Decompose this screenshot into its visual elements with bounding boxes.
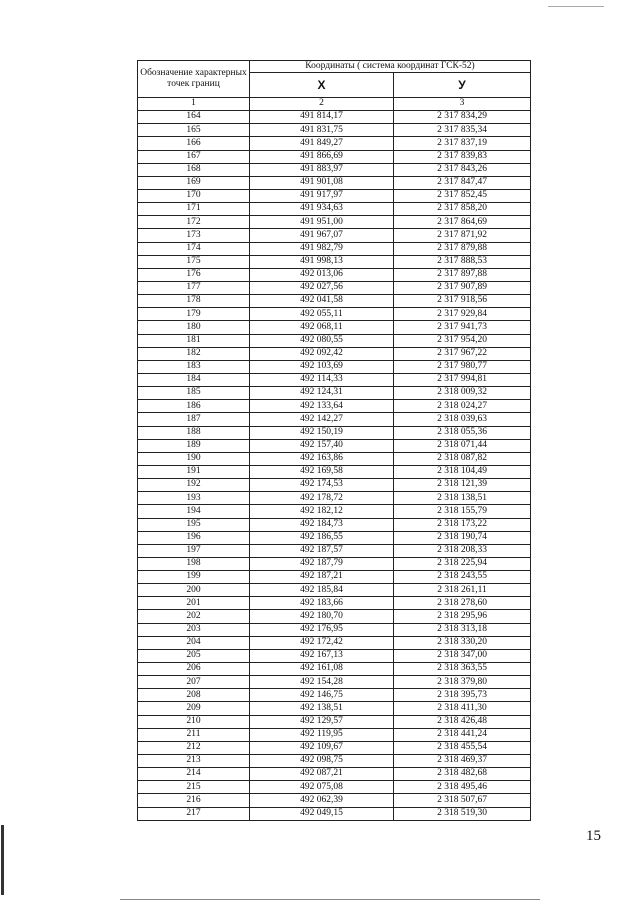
x-coordinate-cell: 492 041,58: [250, 295, 394, 308]
x-coordinate-cell: 492 138,51: [250, 702, 394, 715]
x-coordinate-cell: 492 080,55: [250, 334, 394, 347]
point-number-cell: 171: [138, 203, 250, 216]
y-coordinate-cell: 2 318 519,30: [394, 807, 531, 820]
x-coordinate-cell: 492 062,39: [250, 794, 394, 807]
x-coordinate-cell: 492 176,95: [250, 623, 394, 636]
x-coordinate-cell: 492 174,53: [250, 479, 394, 492]
x-coordinate-cell: 491 951,00: [250, 216, 394, 229]
y-coordinate-cell: 2 317 954,20: [394, 334, 531, 347]
x-coordinate-cell: 491 901,08: [250, 176, 394, 189]
table-row: [138, 189, 531, 202]
table-row: [138, 242, 531, 255]
y-coordinate-cell: 2 317 897,88: [394, 268, 531, 281]
x-coordinate-cell: 491 831,75: [250, 124, 394, 137]
table-row: [138, 715, 531, 728]
table-row: [138, 571, 531, 584]
x-coordinate-cell: 492 169,58: [250, 465, 394, 478]
x-coordinate-cell: 492 049,15: [250, 807, 394, 820]
table-row: [138, 531, 531, 544]
y-coordinate-cell: 2 317 864,69: [394, 216, 531, 229]
y-coordinate-cell: 2 317 871,92: [394, 229, 531, 242]
y-coordinate-cell: 2 318 278,60: [394, 597, 531, 610]
x-coordinate-cell: 492 186,55: [250, 531, 394, 544]
point-number-cell: 200: [138, 584, 250, 597]
y-axis-header: У: [394, 73, 531, 98]
table-row: [138, 373, 531, 386]
table-row: [138, 163, 531, 176]
point-number-cell: 209: [138, 702, 250, 715]
table-row: [138, 741, 531, 754]
y-coordinate-cell: 2 318 121,39: [394, 479, 531, 492]
table-row: [138, 649, 531, 662]
x-coordinate-cell: 492 068,11: [250, 321, 394, 334]
point-number-cell: 170: [138, 189, 250, 202]
point-number-cell: 173: [138, 229, 250, 242]
x-coordinate-cell: 492 103,69: [250, 360, 394, 373]
scan-top-mark: [548, 6, 604, 7]
table-row: [138, 663, 531, 676]
y-coordinate-cell: 2 318 395,73: [394, 689, 531, 702]
x-coordinate-cell: 492 129,57: [250, 715, 394, 728]
y-coordinate-cell: 2 318 295,96: [394, 610, 531, 623]
scan-edge-mark: [1, 825, 4, 895]
x-coordinate-cell: 491 967,07: [250, 229, 394, 242]
point-number-cell: 203: [138, 623, 250, 636]
table-row: [138, 268, 531, 281]
y-coordinate-cell: 2 318 055,36: [394, 426, 531, 439]
table-row: [138, 479, 531, 492]
point-number-cell: 212: [138, 741, 250, 754]
table-row: [138, 111, 531, 124]
y-coordinate-cell: 2 317 918,56: [394, 295, 531, 308]
y-coordinate-cell: 2 317 888,53: [394, 255, 531, 268]
x-coordinate-cell: 492 146,75: [250, 689, 394, 702]
table-row: [138, 137, 531, 150]
y-coordinate-cell: 2 318 024,27: [394, 400, 531, 413]
y-coordinate-cell: 2 318 071,44: [394, 439, 531, 452]
table-row: [138, 768, 531, 781]
y-coordinate-cell: 2 317 835,34: [394, 124, 531, 137]
point-number-cell: 178: [138, 295, 250, 308]
y-coordinate-cell: 2 318 208,33: [394, 544, 531, 557]
y-coordinate-cell: 2 318 243,55: [394, 571, 531, 584]
table-row: [138, 557, 531, 570]
point-number-cell: 177: [138, 281, 250, 294]
table-row: [138, 426, 531, 439]
y-coordinate-cell: 2 318 507,67: [394, 794, 531, 807]
x-coordinate-cell: 492 157,40: [250, 439, 394, 452]
y-coordinate-cell: 2 318 104,49: [394, 465, 531, 478]
y-coordinate-cell: 2 317 907,89: [394, 281, 531, 294]
table-row: [138, 807, 531, 820]
point-number-cell: 184: [138, 373, 250, 386]
table-row: [138, 597, 531, 610]
table-row: [138, 728, 531, 741]
table-row: [138, 216, 531, 229]
table-row: [138, 610, 531, 623]
y-coordinate-cell: 2 318 039,63: [394, 413, 531, 426]
point-number-cell: 166: [138, 137, 250, 150]
point-number-cell: 186: [138, 400, 250, 413]
table-row: [138, 255, 531, 268]
x-coordinate-cell: 491 982,79: [250, 242, 394, 255]
y-coordinate-cell: 2 318 495,46: [394, 781, 531, 794]
y-coordinate-cell: 2 317 967,22: [394, 347, 531, 360]
table-row: [138, 505, 531, 518]
x-coordinate-cell: 491 814,17: [250, 111, 394, 124]
point-number-cell: 208: [138, 689, 250, 702]
point-number-cell: 194: [138, 505, 250, 518]
point-number-cell: 210: [138, 715, 250, 728]
y-coordinate-cell: 2 318 261,11: [394, 584, 531, 597]
point-number-cell: 193: [138, 492, 250, 505]
table-row: [138, 334, 531, 347]
y-coordinate-cell: 2 318 138,51: [394, 492, 531, 505]
point-number-cell: 201: [138, 597, 250, 610]
x-coordinate-cell: 492 087,21: [250, 768, 394, 781]
table-row: [138, 347, 531, 360]
y-coordinate-cell: 2 317 994,81: [394, 373, 531, 386]
table-row: [138, 400, 531, 413]
table-row: [138, 321, 531, 334]
x-coordinate-cell: 491 934,63: [250, 203, 394, 216]
y-coordinate-cell: 2 318 225,94: [394, 557, 531, 570]
y-coordinate-cell: 2 318 411,30: [394, 702, 531, 715]
y-coordinate-cell: 2 318 426,48: [394, 715, 531, 728]
x-coordinate-cell: 492 055,11: [250, 308, 394, 321]
x-coordinate-cell: 492 124,31: [250, 387, 394, 400]
point-number-cell: 191: [138, 465, 250, 478]
point-designation-header: Обозначение характерных точек границ: [138, 61, 250, 98]
x-coordinate-cell: 492 150,19: [250, 426, 394, 439]
point-number-cell: 215: [138, 781, 250, 794]
x-coordinate-cell: 492 185,84: [250, 584, 394, 597]
x-coordinate-cell: 491 866,69: [250, 150, 394, 163]
y-coordinate-cell: 2 318 455,54: [394, 741, 531, 754]
y-coordinate-cell: 2 317 941,73: [394, 321, 531, 334]
table-row: [138, 636, 531, 649]
table-row: [138, 492, 531, 505]
x-coordinate-cell: 492 119,95: [250, 728, 394, 741]
table-row: [138, 308, 531, 321]
column-number-row: [138, 98, 531, 111]
y-coordinate-cell: 2 318 363,55: [394, 663, 531, 676]
point-number-cell: 179: [138, 308, 250, 321]
table-row: [138, 781, 531, 794]
point-number-cell: 206: [138, 663, 250, 676]
y-coordinate-cell: 2 317 929,84: [394, 308, 531, 321]
point-number-cell: 202: [138, 610, 250, 623]
point-number-cell: 174: [138, 242, 250, 255]
x-coordinate-cell: 492 187,79: [250, 557, 394, 570]
x-axis-header: X: [250, 73, 394, 98]
point-number-cell: 192: [138, 479, 250, 492]
table-row: [138, 623, 531, 636]
point-number-cell: 180: [138, 321, 250, 334]
table-row: [138, 689, 531, 702]
table-row: [138, 413, 531, 426]
table-row: [138, 452, 531, 465]
x-coordinate-cell: 492 161,08: [250, 663, 394, 676]
table-row: [138, 124, 531, 137]
y-coordinate-cell: 2 317 839,83: [394, 150, 531, 163]
x-coordinate-cell: 492 013,06: [250, 268, 394, 281]
x-coordinate-cell: 492 142,27: [250, 413, 394, 426]
x-coordinate-cell: 491 883,97: [250, 163, 394, 176]
table-row: [138, 281, 531, 294]
column-number-2: 2: [250, 98, 394, 111]
y-coordinate-cell: 2 318 482,68: [394, 768, 531, 781]
point-number-cell: 199: [138, 571, 250, 584]
y-coordinate-cell: 2 318 347,00: [394, 649, 531, 662]
y-coordinate-cell: 2 317 843,26: [394, 163, 531, 176]
point-number-cell: 205: [138, 649, 250, 662]
point-number-cell: 168: [138, 163, 250, 176]
table-row: [138, 755, 531, 768]
point-number-cell: 216: [138, 794, 250, 807]
table-row: [138, 676, 531, 689]
y-coordinate-cell: 2 317 837,19: [394, 137, 531, 150]
point-number-cell: 211: [138, 728, 250, 741]
x-coordinate-cell: 492 154,28: [250, 676, 394, 689]
table-row: [138, 465, 531, 478]
x-coordinate-cell: 492 027,56: [250, 281, 394, 294]
x-coordinate-cell: 492 178,72: [250, 492, 394, 505]
table-row: [138, 702, 531, 715]
point-number-cell: 214: [138, 768, 250, 781]
table-row: [138, 176, 531, 189]
x-coordinate-cell: 491 917,97: [250, 189, 394, 202]
point-number-cell: 172: [138, 216, 250, 229]
table-row: [138, 150, 531, 163]
point-number-cell: 167: [138, 150, 250, 163]
point-number-cell: 198: [138, 557, 250, 570]
point-number-cell: 164: [138, 111, 250, 124]
y-coordinate-cell: 2 318 155,79: [394, 505, 531, 518]
x-coordinate-cell: 491 849,27: [250, 137, 394, 150]
point-number-cell: 169: [138, 176, 250, 189]
header-row-top: [138, 61, 531, 73]
x-coordinate-cell: 492 184,73: [250, 518, 394, 531]
table-row: [138, 387, 531, 400]
x-coordinate-cell: 492 092,42: [250, 347, 394, 360]
x-coordinate-cell: 492 109,67: [250, 741, 394, 754]
table-row: [138, 360, 531, 373]
table-row: [138, 794, 531, 807]
x-coordinate-cell: 492 167,13: [250, 649, 394, 662]
point-number-cell: 182: [138, 347, 250, 360]
scan-bottom-line: [120, 899, 540, 900]
y-coordinate-cell: 2 318 469,37: [394, 755, 531, 768]
point-number-cell: 195: [138, 518, 250, 531]
table-row: [138, 295, 531, 308]
y-coordinate-cell: 2 318 379,80: [394, 676, 531, 689]
y-coordinate-cell: 2 317 879,88: [394, 242, 531, 255]
point-number-cell: 189: [138, 439, 250, 452]
y-coordinate-cell: 2 318 173,22: [394, 518, 531, 531]
table-row: [138, 584, 531, 597]
point-number-cell: 197: [138, 544, 250, 557]
point-number-cell: 204: [138, 636, 250, 649]
point-number-cell: 196: [138, 531, 250, 544]
page-number: 15: [586, 828, 601, 844]
x-coordinate-cell: 492 182,12: [250, 505, 394, 518]
x-coordinate-cell: 492 114,33: [250, 373, 394, 386]
table-row: [138, 518, 531, 531]
point-number-cell: 190: [138, 452, 250, 465]
table-header: [138, 61, 531, 111]
table-row: [138, 229, 531, 242]
point-number-cell: 181: [138, 334, 250, 347]
point-number-cell: 185: [138, 387, 250, 400]
x-coordinate-cell: 492 187,57: [250, 544, 394, 557]
column-number-3: 3: [394, 98, 531, 111]
table-row: [138, 203, 531, 216]
table-row: [138, 439, 531, 452]
point-number-cell: 176: [138, 268, 250, 281]
x-coordinate-cell: 492 133,64: [250, 400, 394, 413]
y-coordinate-cell: 2 317 980,77: [394, 360, 531, 373]
y-coordinate-cell: 2 317 852,45: [394, 189, 531, 202]
y-coordinate-cell: 2 318 190,74: [394, 531, 531, 544]
x-coordinate-cell: 492 183,66: [250, 597, 394, 610]
y-coordinate-cell: 2 318 441,24: [394, 728, 531, 741]
point-number-cell: 188: [138, 426, 250, 439]
y-coordinate-cell: 2 317 834,29: [394, 111, 531, 124]
x-coordinate-cell: 492 172,42: [250, 636, 394, 649]
x-coordinate-cell: 492 163,86: [250, 452, 394, 465]
point-number-cell: 217: [138, 807, 250, 820]
point-number-cell: 175: [138, 255, 250, 268]
column-number-1: 1: [138, 98, 250, 111]
x-coordinate-cell: 492 075,08: [250, 781, 394, 794]
coordinates-table: [137, 60, 531, 821]
point-number-cell: 187: [138, 413, 250, 426]
y-coordinate-cell: 2 317 847,47: [394, 176, 531, 189]
point-number-cell: 183: [138, 360, 250, 373]
point-number-cell: 213: [138, 755, 250, 768]
y-coordinate-cell: 2 317 858,20: [394, 203, 531, 216]
y-coordinate-cell: 2 318 330,20: [394, 636, 531, 649]
point-number-cell: 207: [138, 676, 250, 689]
x-coordinate-cell: 491 998,13: [250, 255, 394, 268]
point-number-cell: 165: [138, 124, 250, 137]
x-coordinate-cell: 492 098,75: [250, 755, 394, 768]
x-coordinate-cell: 492 187,21: [250, 571, 394, 584]
y-coordinate-cell: 2 318 087,82: [394, 452, 531, 465]
y-coordinate-cell: 2 318 009,32: [394, 387, 531, 400]
table-row: [138, 544, 531, 557]
y-coordinate-cell: 2 318 313,18: [394, 623, 531, 636]
x-coordinate-cell: 492 180,70: [250, 610, 394, 623]
coordinates-system-header: Координаты ( система координат ГСК-52): [250, 61, 531, 73]
table-body: [138, 111, 531, 821]
